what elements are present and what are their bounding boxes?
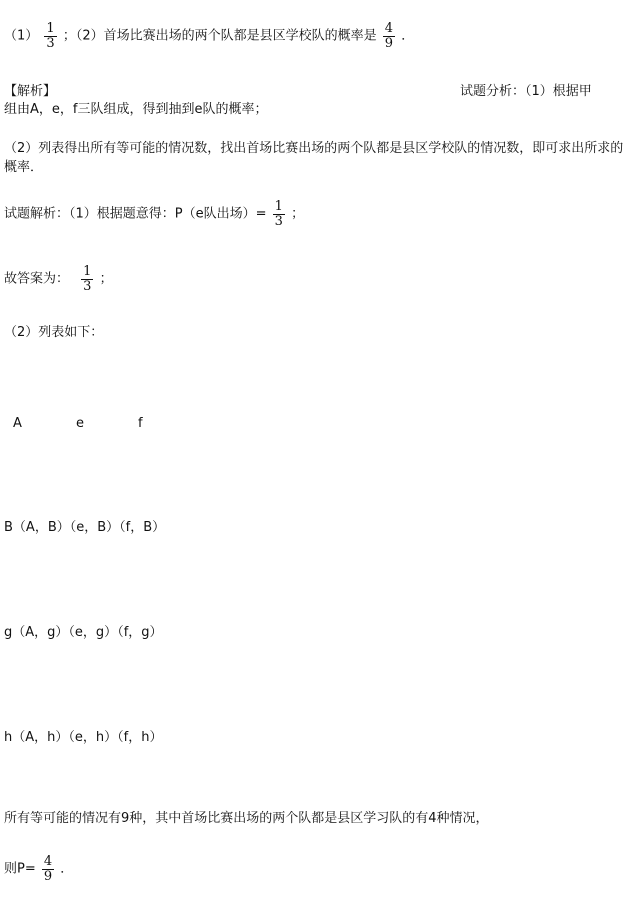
table-row-label: h xyxy=(4,730,13,745)
table-cell: （f，B） xyxy=(119,520,166,535)
solution-fraction-2 xyxy=(81,265,93,293)
fraction-denominator: 9 xyxy=(43,868,53,884)
table-row-label: g xyxy=(4,625,13,640)
solution-fraction-1 xyxy=(273,200,285,228)
table-cell: （A，h） xyxy=(12,730,69,745)
fraction-denominator: 3 xyxy=(46,35,55,51)
table-row xyxy=(4,729,162,748)
fraction-denominator: 3 xyxy=(83,278,92,294)
table-header-cell: f xyxy=(138,416,143,431)
answer-fraction-1 xyxy=(44,22,56,50)
fraction-denominator: 9 xyxy=(384,35,394,51)
table-row xyxy=(4,624,163,643)
answer-fraction-2 xyxy=(383,22,395,50)
conclusion-line-1: 所有等可能的情况有9种，其中首场比赛出场的两个队都是县区学习队的有4种情况， xyxy=(4,811,489,826)
fraction-numerator: 1 xyxy=(274,199,283,214)
analysis-line-2: 组由A，e，f三队组成，得到抽到e队的概率； xyxy=(4,102,268,117)
answer-part2-text: ；（2）首场比赛出场的两个队都是县区学校队的概率是 xyxy=(62,28,377,44)
solution-line-1-prefix: 试题解析：（1）根据题意得：P（e队出场）= xyxy=(4,206,267,222)
table-cell: （e，B） xyxy=(69,520,120,535)
solution-line-1 xyxy=(4,200,304,228)
table-cell: （e，g） xyxy=(68,625,118,640)
table-header-cell: A xyxy=(13,416,22,431)
conclusion-line-2-prefix: 则P= xyxy=(4,861,36,877)
fraction-numerator: 1 xyxy=(83,264,92,279)
table-row xyxy=(4,519,165,538)
fraction-numerator: 4 xyxy=(43,854,53,869)
fraction-numerator: 4 xyxy=(384,21,394,36)
table-header-cell: e xyxy=(76,416,84,431)
table-cell: （A，B） xyxy=(12,520,70,535)
analysis-paragraph-2: （2）列表得出所有等可能的情况数，找出首场比赛出场的两个队都是县区学校队的情况数，即可求出所求的概率． xyxy=(4,141,624,175)
analysis-heading: 【解析】 xyxy=(4,84,57,99)
table-cell: （f，h） xyxy=(117,730,163,745)
table-cell: （A，g） xyxy=(12,625,69,640)
answer-end: ． xyxy=(401,28,415,44)
table-row-label: B xyxy=(4,520,13,535)
answer-line xyxy=(4,22,414,50)
fraction-denominator: 3 xyxy=(274,213,283,229)
table-cell: （e，h） xyxy=(68,730,118,745)
conclusion-line-2 xyxy=(4,855,73,883)
solution-line-2 xyxy=(4,265,113,293)
solution-line-3: （2）列表如下： xyxy=(4,325,104,340)
table-cell: （f，g） xyxy=(117,625,163,640)
conclusion-line-2-end: ． xyxy=(60,861,74,877)
answer-part1-prefix: （1） xyxy=(4,28,39,44)
conclusion-fraction xyxy=(42,855,54,883)
solution-line-2-end: ； xyxy=(99,271,113,287)
analysis-right-text: 试题分析：（1）根据甲 xyxy=(460,84,592,99)
fraction-numerator: 1 xyxy=(46,21,55,36)
solution-line-2-prefix: 故答案为： xyxy=(4,271,70,287)
solution-line-1-end: ； xyxy=(291,206,305,222)
